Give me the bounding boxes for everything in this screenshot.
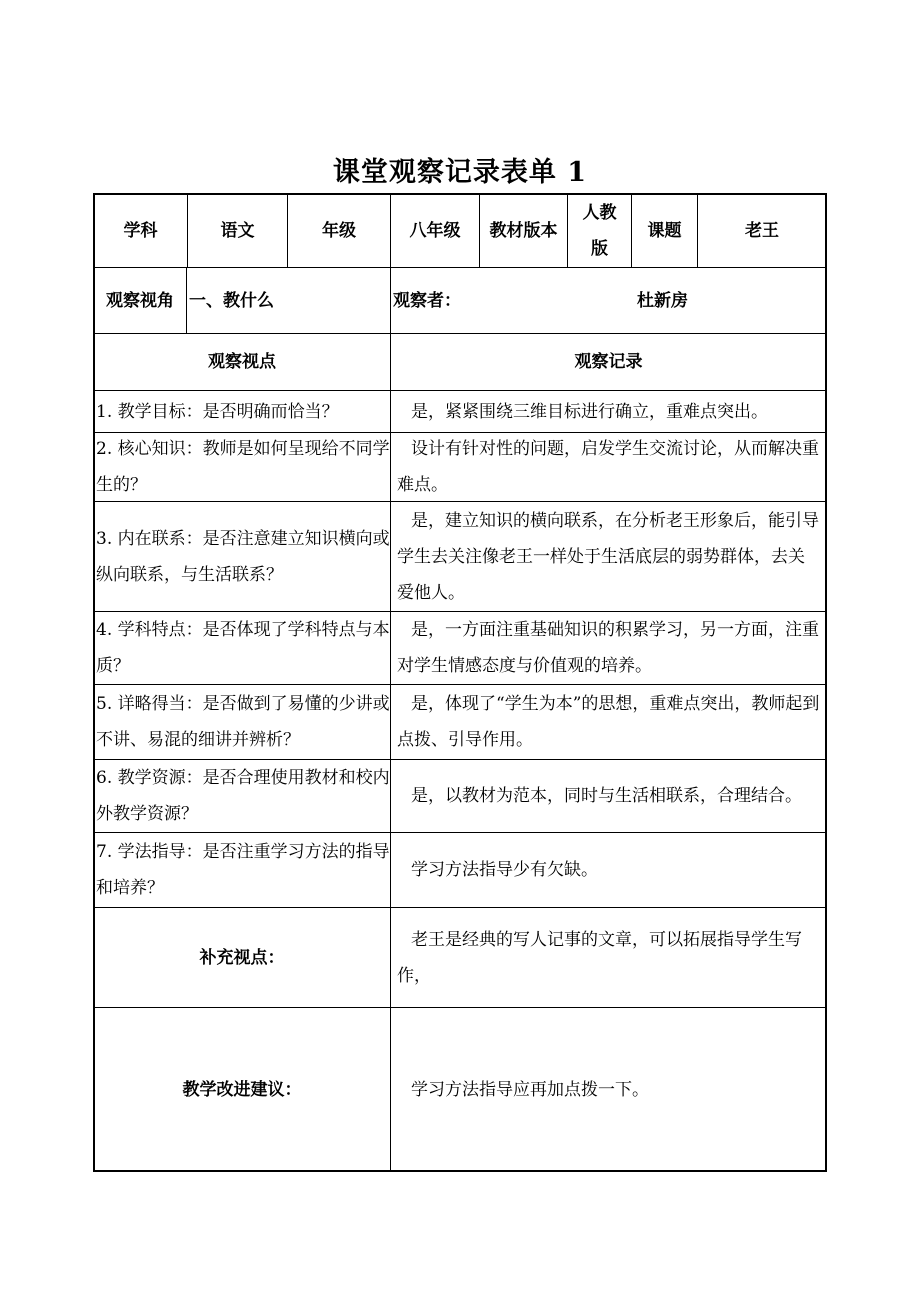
grade-label: 年级 (287, 193, 391, 268)
grade-value: 八年级 (390, 193, 480, 268)
table-row-record: 是，建立知识的横向联系，在分析老王形象后，能引导学生去关注像老王一样处于生活底层的弱势群体，去关爱他人。 (390, 501, 827, 612)
table-row-record: 是，紧紧围绕三维目标进行确立，重难点突出。 (390, 390, 827, 433)
table-row-record: 设计有针对性的问题，启发学生交流讨论，从而解决重难点。 (390, 432, 827, 502)
edition-label: 教材版本 (479, 193, 568, 268)
table-row-record: 是，一方面注重基础知识的积累学习，另一方面，注重对学生情感态度与价值观的培养。 (390, 611, 827, 685)
suggestion-label: 教学改进建议： (93, 1007, 391, 1172)
table-row-record: 学习方法指导少有欠缺。 (390, 832, 827, 908)
supplement-value: 老王是经典的写人记事的文章，可以拓展指导学生写作， (390, 907, 827, 1008)
table-row-point: 3. 内在联系：是否注意建立知识横向或纵向联系，与生活联系？ (93, 501, 391, 612)
observer-label: 观察者： (393, 290, 461, 311)
perspective-label: 观察视角 (93, 267, 187, 334)
topic-label: 课题 (631, 193, 698, 268)
page-title: 课堂观察记录表单 1 (332, 157, 588, 188)
perspective-value: 一、教什么 (186, 267, 391, 334)
edition-value: 人教版 (567, 193, 632, 268)
subject-label: 学科 (93, 193, 188, 268)
table-row-point: 4. 学科特点：是否体现了学科特点与本质？ (93, 611, 391, 685)
table-row-point: 1. 教学目标：是否明确而恰当？ (93, 390, 391, 433)
table-row-record: 是，以教材为范本，同时与生活相联系，合理结合。 (390, 759, 827, 833)
observer-cell (390, 267, 827, 334)
suggestion-value: 学习方法指导应再加点拨一下。 (390, 1007, 827, 1172)
table-row-point: 6. 教学资源：是否合理使用教材和校内外教学资源？ (93, 759, 391, 833)
table-row-point: 5. 详略得当：是否做到了易懂的少讲或不讲、易混的细讲并辨析？ (93, 684, 391, 760)
table-row-point: 7. 学法指导：是否注重学习方法的指导和培养？ (93, 832, 391, 908)
table-row-record: 是，体现了“学生为本”的思想，重难点突出，教师起到点拨、引导作用。 (390, 684, 827, 760)
column-header-record: 观察记录 (390, 333, 827, 391)
observer-name: 杜新房 (637, 290, 688, 311)
supplement-label: 补充视点： (93, 907, 391, 1008)
table-row-point: 2. 核心知识：教师是如何呈现给不同学生的？ (93, 432, 391, 502)
subject-value: 语文 (187, 193, 288, 268)
topic-value: 老王 (697, 193, 827, 268)
column-header-point: 观察视点 (93, 333, 391, 391)
